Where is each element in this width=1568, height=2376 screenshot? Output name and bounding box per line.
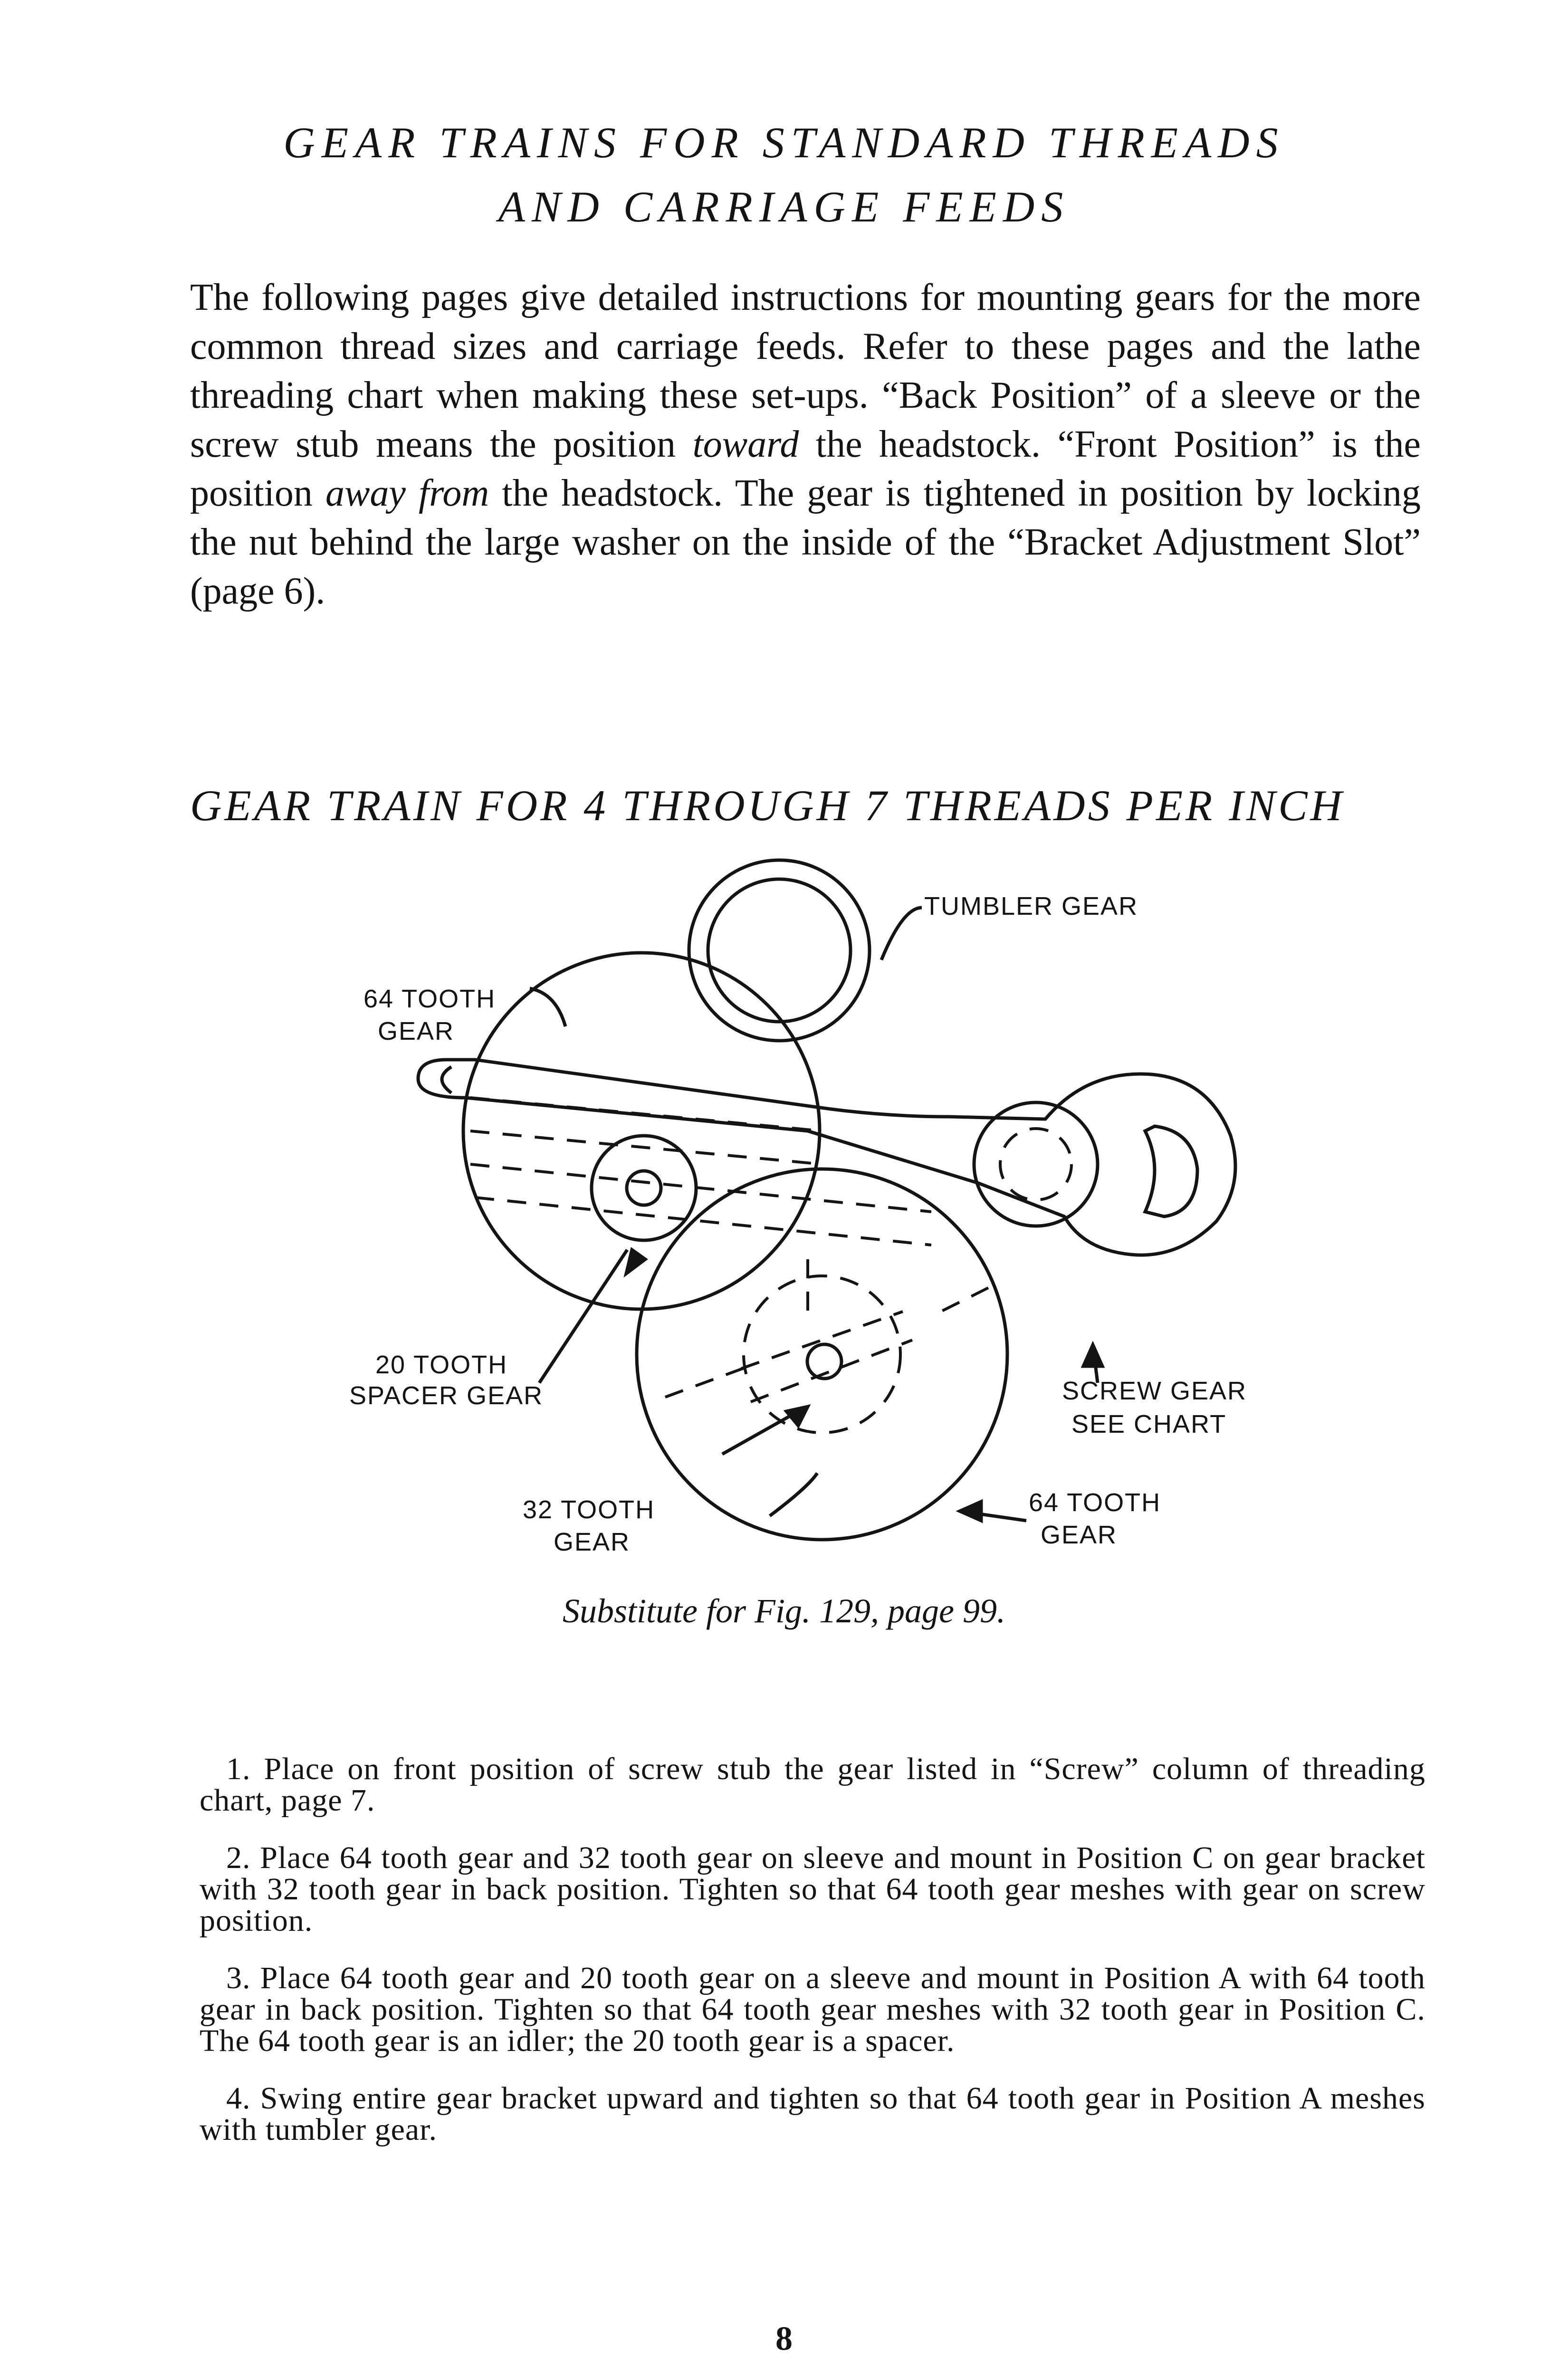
page-title-line-1: GEAR TRAINS FOR STANDARD THREADS: [283, 118, 1285, 167]
tumbler-gear-inner: [708, 879, 851, 1022]
label-32-tooth-line-2: GEAR: [554, 1528, 631, 1556]
intro-emphasis-away-from: away from: [325, 472, 489, 514]
label-64-tooth-bottom-line-1: 64 TOOTH: [1029, 1488, 1161, 1517]
step-2: 2. Place 64 tooth gear and 32 tooth gear on sleeve and mount in Position C on gear bracket with 32 tooth gear in back position. Tighten so that 64 tooth gear meshes with gear on screw position.: [200, 1840, 1425, 1938]
label-screw-gear-line-1: SCREW GEAR: [1062, 1377, 1247, 1405]
label-64-tooth-bottom-line-2: GEAR: [1041, 1521, 1118, 1549]
intro-emphasis-toward: toward: [692, 423, 799, 465]
section-title: GEAR TRAIN FOR 4 THROUGH 7 THREADS PER INCH: [190, 781, 1345, 830]
figure-caption: Substitute for Fig. 129, page 99.: [563, 1592, 1005, 1630]
label-20-tooth-line-1: 20 TOOTH: [375, 1351, 508, 1379]
step-4: 4. Swing entire gear bracket upward and tighten so that 64 tooth gear in Position A meshes with tumbler gear.: [200, 2081, 1425, 2147]
screw-gear: [974, 1102, 1098, 1226]
label-tumbler-gear: TUMBLER GEAR: [924, 892, 1138, 920]
tumbler-gear: [689, 860, 870, 1041]
intro-text-2: the headstock. “Front Position” is the position: [190, 423, 1421, 514]
instruction-steps: [200, 1753, 1425, 2172]
step-1: 1. Place on front position of screw stub the gear listed in “Screw” column of threading chart, page 7.: [200, 1752, 1425, 1818]
page-number: 8: [775, 2319, 793, 2357]
bracket-left-hole: [442, 1067, 451, 1093]
gear-64-tooth-position-c: [637, 1169, 1007, 1540]
step-3: 3. Place 64 tooth gear and 20 tooth gear on a sleeve and mount in Position A with 64 tooth gear in back position. Tighten so that 64 tooth gear meshes with 32 tooth gear in Position C. The 64 tooth gear is an idler; the 20 tooth gear is a spacer.: [200, 1961, 1425, 2058]
intro-paragraph: [190, 273, 1421, 616]
gear-bracket-outline: [418, 1060, 1235, 1255]
intro-text-1: The following pages give detailed instructions for mounting gears for the more common thread sizes and carriage feeds. Refer to these pages and the lathe threading chart when making these set-ups. “Back Position” of a sleeve or the screw stub means the position: [190, 277, 1421, 465]
label-32-tooth-line-1: 32 TOOTH: [523, 1495, 655, 1524]
label-64-tooth-top-line-2: GEAR: [378, 1017, 455, 1045]
spacer-gear-hub: [627, 1171, 661, 1205]
intro-text-3: the headstock. The gear is tightened in position by locking the nut behind the large washer on the inside of the “Bracket Adjustment Slot” (page 6).: [190, 472, 1421, 612]
bracket-adjustment-slot: [1145, 1126, 1197, 1217]
label-64-tooth-top-line-1: 64 TOOTH: [363, 985, 496, 1013]
label-screw-gear-line-2: SEE CHART: [1071, 1410, 1227, 1438]
gear-train-diagram: [0, 851, 1568, 1573]
label-20-tooth-line-2: SPACER GEAR: [349, 1381, 544, 1410]
page-title-line-2: AND CARRIAGE FEEDS: [498, 182, 1070, 231]
